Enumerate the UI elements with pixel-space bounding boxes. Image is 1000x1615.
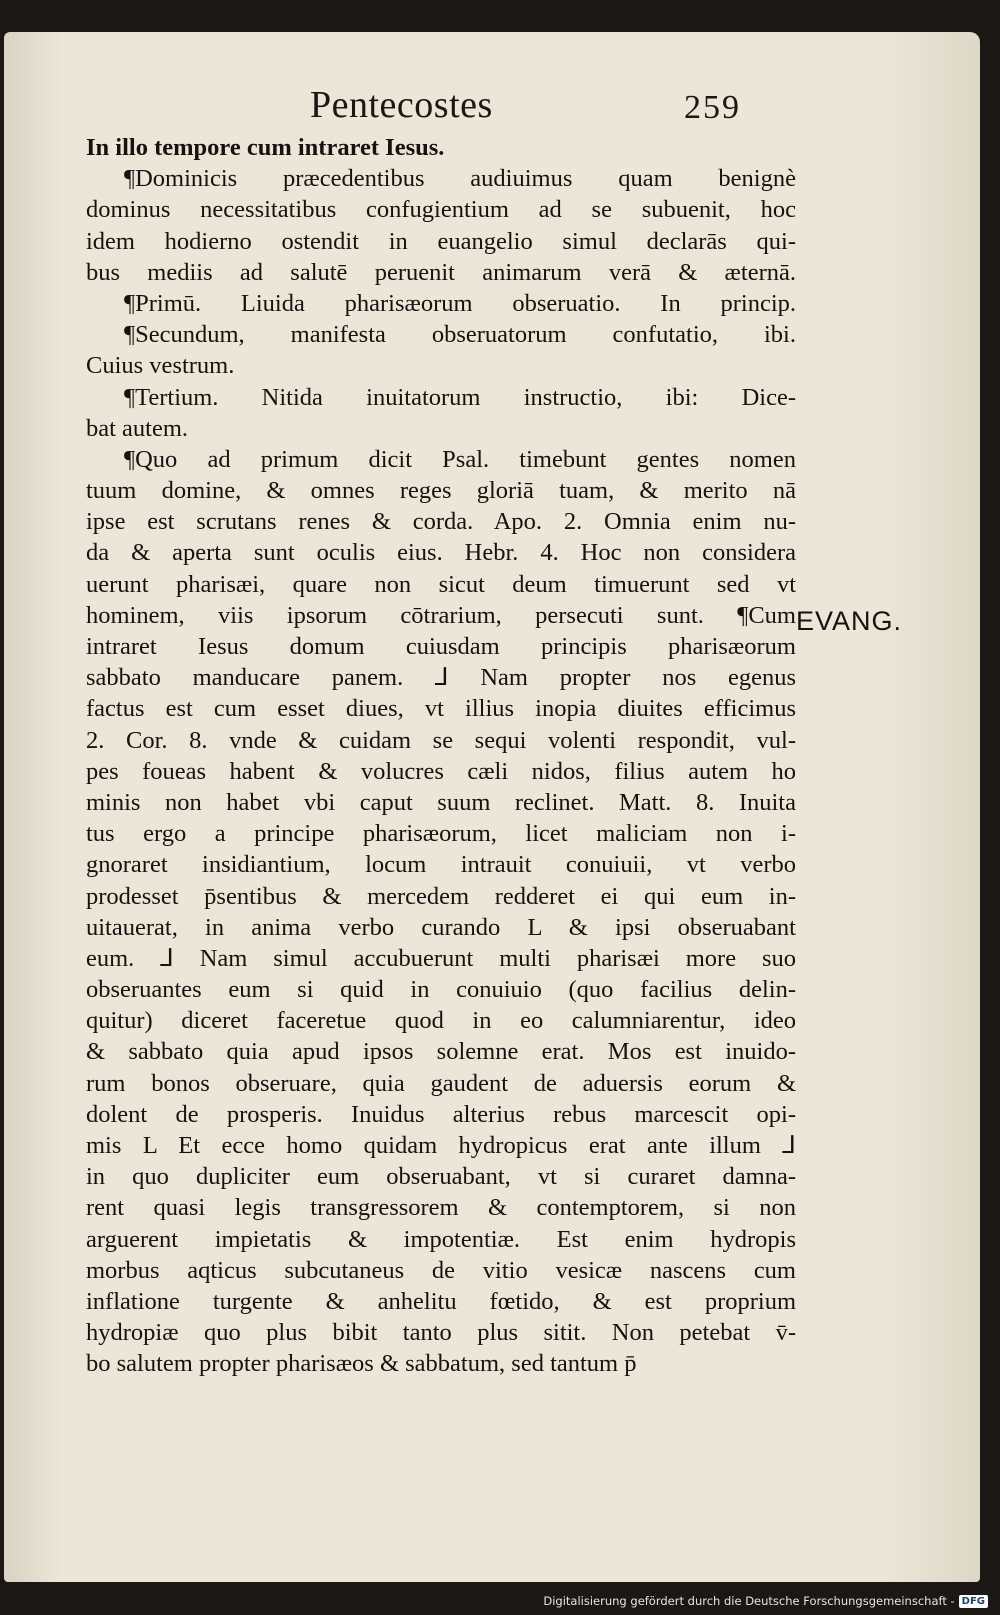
text-line: ¶Tertium. Nitida inuitatorum instructio, ibi: Dice- [124,383,796,411]
text-line: hominem, viis ipsorum cōtrarium, persecuti sunt. ¶Cum [86,601,796,629]
text-line: factus est cum esset diues, vt illius inopia diuites efficimus [86,695,796,723]
text-line: in quo dupliciter eum obseruabant, vt si curaret damna- [86,1163,796,1191]
text-line: idem hodierno ostendit in euangelio simul declarās qui- [86,227,796,255]
text-line: morbus aqticus subcutaneus de vitio vesicæ nascens cum [86,1256,796,1284]
text-line: tus ergo a principe pharisæorum, licet maliciam non i- [86,820,796,848]
text-line: rum bonos obseruare, quia gaudent de aduersis eorum & [86,1069,796,1097]
folio-number: 259 [684,89,741,126]
running-title: Pentecostes [310,84,493,126]
text-line: & sabbato quia apud ipsos solemne erat. Mos est inuido- [86,1038,796,1066]
text-line: mis L Et ecce homo quidam hydropicus erat ante illum ⅃ [86,1132,796,1159]
text-line: dominus necessitatibus confugientium ad se subuenit, hoc [86,196,796,224]
text-line: minis non habet vbi caput suum reclinet. Matt. 8. Inuita [86,788,796,816]
text-line: ¶Primū. Liuida pharisæorum obseruatio. In princip. [124,289,796,317]
text-line: intraret Iesus domum cuiusdam principis pharisæorum [86,633,796,660]
text-line: ipse est scrutans renes & corda. Apo. 2. Omnia enim nu- [86,508,796,536]
text-line: Cuius vestrum. [86,352,235,380]
text-line: sabbato manducare panem. ⅃ Nam propter nos egenus [86,664,796,692]
body-text [86,132,796,1380]
text-line: dolent de prosperis. Inuidus alterius rebus marcescit opi- [86,1100,796,1128]
text-line: obseruantes eum si quid in conuiuio (quo facilius delin- [86,976,796,1004]
text-line: inflatione turgente & anhelitu fœtido, & est proprium [86,1287,796,1315]
text-line: bat autem. [86,414,189,442]
text-line: ¶Dominicis præcedentibus audiuimus quam benignè [124,165,796,193]
text-line: bus mediis ad salutē peruenit animarum verā & æternā. [86,258,796,286]
text-line: gnoraret insidiantium, locum intrauit conuiuii, vt verbo [86,851,796,879]
text-line: pes foueas habent & volucres cæli nidos, filius autem ho [86,757,796,785]
text-line: uerunt pharisæi, quare non sicut deum timuerunt sed vt [86,570,796,598]
text-line: eum. ⅃ Nam simul accubuerunt multi pharisæi more suo [86,944,796,972]
dfg-logo: DFG [959,1595,988,1608]
digitization-credit [543,1590,988,1612]
text-line: ¶Secundum, manifesta obseruatorum confutatio, ibi. [124,321,796,349]
text-line: hydropiæ quo plus bibit tanto plus sitit. Non petebat v̄- [86,1319,796,1347]
margin-note: EVANG. [796,606,903,636]
text-line: arguerent impietatis & impotentiæ. Est enim hydropis [86,1225,796,1253]
text-line: tuum domine, & omnes reges gloriā tuam, & merito nā [86,477,796,505]
text-line: da & aperta sunt oculis eius. Hebr. 4. Hoc non considera [86,539,796,567]
credit-text: Digitalisierung gefördert durch die Deutsche Forschungsgemeinschaft - [543,1594,955,1608]
text-line: prodesset p̄sentibus & mercedem redderet ei qui eum in- [86,882,796,910]
text-line: ¶Quo ad primum dicit Psal. timebunt gentes nomen [124,445,796,473]
text-line: bo salutem propter pharisæos & sabbatum, sed tantum p̄ [86,1350,637,1378]
text-line: uitauerat, in anima verbo curando L & ipsi obseruabant [86,913,796,941]
text-line: quitur) diceret faceretue quod in eo calumniarentur, ideo [86,1007,796,1035]
text-line: rent quasi legis transgressorem & contemptorem, si non [86,1194,796,1222]
page-header [0,83,1000,127]
text-line: 2. Cor. 8. vnde & cuidam se sequi volenti respondit, vul- [86,726,796,754]
text-line: In illo tempore cum intraret Iesus. [86,134,445,161]
